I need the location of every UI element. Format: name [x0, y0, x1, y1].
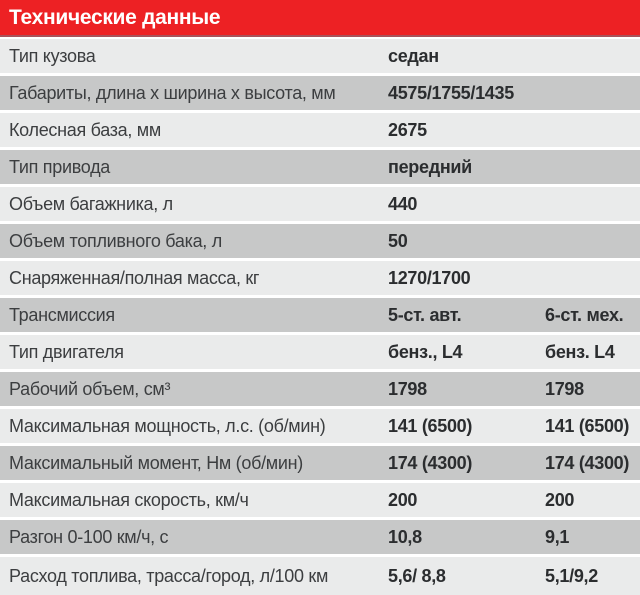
spec-row-engine-type [0, 335, 640, 369]
spec-value-secondary: 6-ст. мех. [545, 304, 624, 325]
spec-value-primary: 200 [388, 489, 418, 510]
spec-label: Тип кузова [9, 45, 96, 66]
spec-row-dimensions [0, 76, 640, 110]
spec-row-acceleration [0, 520, 640, 554]
spec-label: Рабочий объем, см³ [9, 378, 171, 399]
spec-value-primary: 141 (6500) [388, 415, 473, 436]
spec-value-primary: 1270/1700 [388, 267, 471, 288]
spec-value-secondary: 1798 [545, 378, 584, 399]
spec-label: Максимальная скорость, км/ч [9, 489, 249, 510]
spec-value-primary: бенз., L4 [388, 341, 463, 362]
spec-value-primary: 4575/1755/1435 [388, 82, 514, 103]
spec-row-transmission [0, 298, 640, 332]
spec-label: Снаряженная/полная масса, кг [9, 267, 260, 288]
spec-value-primary: 2675 [388, 119, 427, 140]
spec-row-max-torque [0, 446, 640, 480]
spec-label: Расход топлива, трасса/город, л/100 км [9, 565, 329, 586]
spec-value-primary: 5,6/ 8,8 [388, 565, 446, 586]
spec-value-secondary: 9,1 [545, 526, 570, 547]
spec-row-displacement [0, 372, 640, 406]
spec-value-primary: седан [388, 45, 439, 66]
spec-label: Объем топливного бака, л [9, 230, 222, 251]
spec-label: Трансмиссия [9, 304, 115, 325]
spec-value-secondary: 5,1/9,2 [545, 565, 598, 586]
spec-row-wheelbase [0, 113, 640, 147]
spec-value-secondary: бенз. L4 [545, 341, 615, 362]
spec-value-primary: 50 [388, 230, 408, 251]
spec-row-mass [0, 261, 640, 295]
spec-row-body-type [0, 39, 640, 73]
spec-value-primary: 10,8 [388, 526, 422, 547]
spec-value-primary: 5-ст. авт. [388, 304, 462, 325]
spec-label: Разгон 0-100 км/ч, с [9, 526, 169, 547]
spec-row-fuel-tank [0, 224, 640, 258]
spec-label: Тип двигателя [9, 341, 124, 362]
spec-value-primary: 174 (4300) [388, 452, 473, 473]
table-title-bar [0, 0, 640, 37]
spec-rows [0, 37, 640, 595]
spec-label: Габариты, длина х ширина х высота, мм [9, 82, 336, 103]
table-title: Технические данные [9, 5, 221, 29]
spec-row-trunk-volume [0, 187, 640, 221]
spec-label: Максимальная мощность, л.с. (об/мин) [9, 415, 326, 436]
spec-label: Максимальный момент, Нм (об/мин) [9, 452, 303, 473]
spec-value-primary: 1798 [388, 378, 427, 399]
spec-value-secondary: 174 (4300) [545, 452, 630, 473]
spec-value-secondary: 141 (6500) [545, 415, 630, 436]
spec-row-max-power [0, 409, 640, 443]
spec-value-primary: 440 [388, 193, 418, 214]
spec-value-primary: передний [388, 156, 472, 177]
spec-label: Объем багажника, л [9, 193, 173, 214]
spec-row-max-speed [0, 483, 640, 517]
spec-value-secondary: 200 [545, 489, 575, 510]
spec-label: Тип привода [9, 156, 111, 177]
spec-row-fuel-consumption [0, 557, 640, 595]
spec-row-drive-type [0, 150, 640, 184]
spec-label: Колесная база, мм [9, 119, 161, 140]
